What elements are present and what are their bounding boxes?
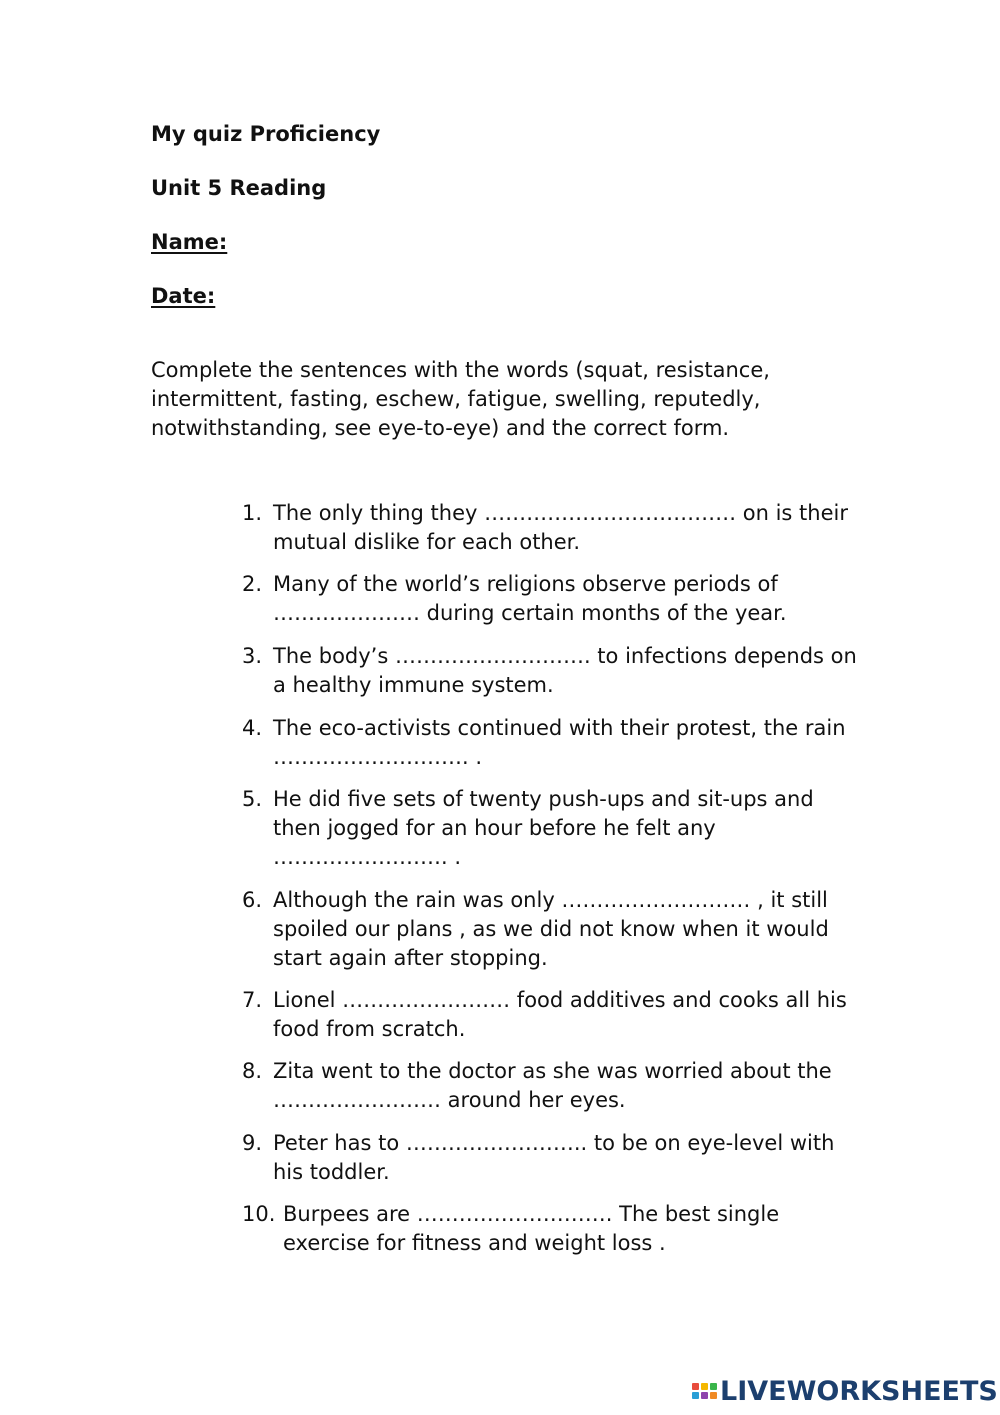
question-text: Peter has to …………………….. to be on eye-level with his toddler. — [273, 1131, 835, 1184]
logo-block — [710, 1392, 717, 1399]
question-number: 10. — [242, 1202, 276, 1226]
question-number: 2. — [242, 572, 263, 596]
question-item — [242, 1129, 862, 1187]
question-number: 5. — [242, 787, 263, 811]
question-item — [242, 1200, 862, 1258]
question-text: Many of the world’s religions observe periods of ………………… during certain months of the year. — [273, 572, 787, 625]
date-label: Date: — [151, 284, 216, 308]
question-number: 6. — [242, 888, 263, 912]
question-item — [242, 642, 862, 700]
quiz-title: My quiz Proficiency — [151, 122, 381, 146]
question-text: The body’s ………………………. to infections depends on a healthy immune system. — [273, 644, 857, 697]
question-text: The only thing they ……………………………… on is their mutual dislike for each other. — [273, 501, 848, 554]
question-item — [242, 570, 862, 628]
instructions: Complete the sentences with the words (squat, resistance, intermittent, fasting, eschew, fatigue, swelling, reputedly, notwithstanding, see eye-to-eye) and the correct form. — [151, 358, 770, 440]
logo-text: LIVEWORKSHEETS — [720, 1375, 998, 1407]
question-item — [242, 886, 862, 973]
question-text: The eco-activists continued with their protest, the rain ………………………. . — [273, 716, 846, 769]
question-item — [242, 1057, 862, 1115]
unit-title: Unit 5 Reading — [151, 176, 327, 200]
question-number: 9. — [242, 1131, 263, 1155]
question-item — [242, 499, 862, 557]
question-item — [242, 986, 862, 1044]
liveworksheets-logo — [692, 1377, 998, 1405]
question-number: 4. — [242, 716, 263, 740]
logo-block — [692, 1383, 699, 1390]
question-item — [242, 714, 862, 772]
question-number: 3. — [242, 644, 263, 668]
question-text: Zita went to the doctor as she was worried about the …………………… around her eyes. — [273, 1059, 832, 1112]
logo-block — [692, 1392, 699, 1399]
logo-blocks-icon — [692, 1383, 717, 1399]
question-number: 7. — [242, 988, 263, 1012]
logo-block — [701, 1383, 708, 1390]
question-text: Burpees are ………………………. The best single exercise for fitness and weight loss . — [283, 1202, 780, 1255]
logo-block — [710, 1383, 717, 1390]
name-label: Name: — [151, 230, 228, 254]
question-number: 1. — [242, 501, 263, 525]
question-item — [242, 785, 862, 872]
logo-block — [701, 1392, 708, 1399]
question-number: 8. — [242, 1059, 263, 1083]
question-text: He did five sets of twenty push-ups and sit-ups and then jogged for an hour before he felt any ……………………. . — [273, 787, 814, 869]
question-text: Lionel …………………… food additives and cooks all his food from scratch. — [273, 988, 847, 1041]
question-text: Although the rain was only ……………………… , it still spoiled our plans , as we did not know when it would start again after stopping. — [273, 888, 829, 970]
